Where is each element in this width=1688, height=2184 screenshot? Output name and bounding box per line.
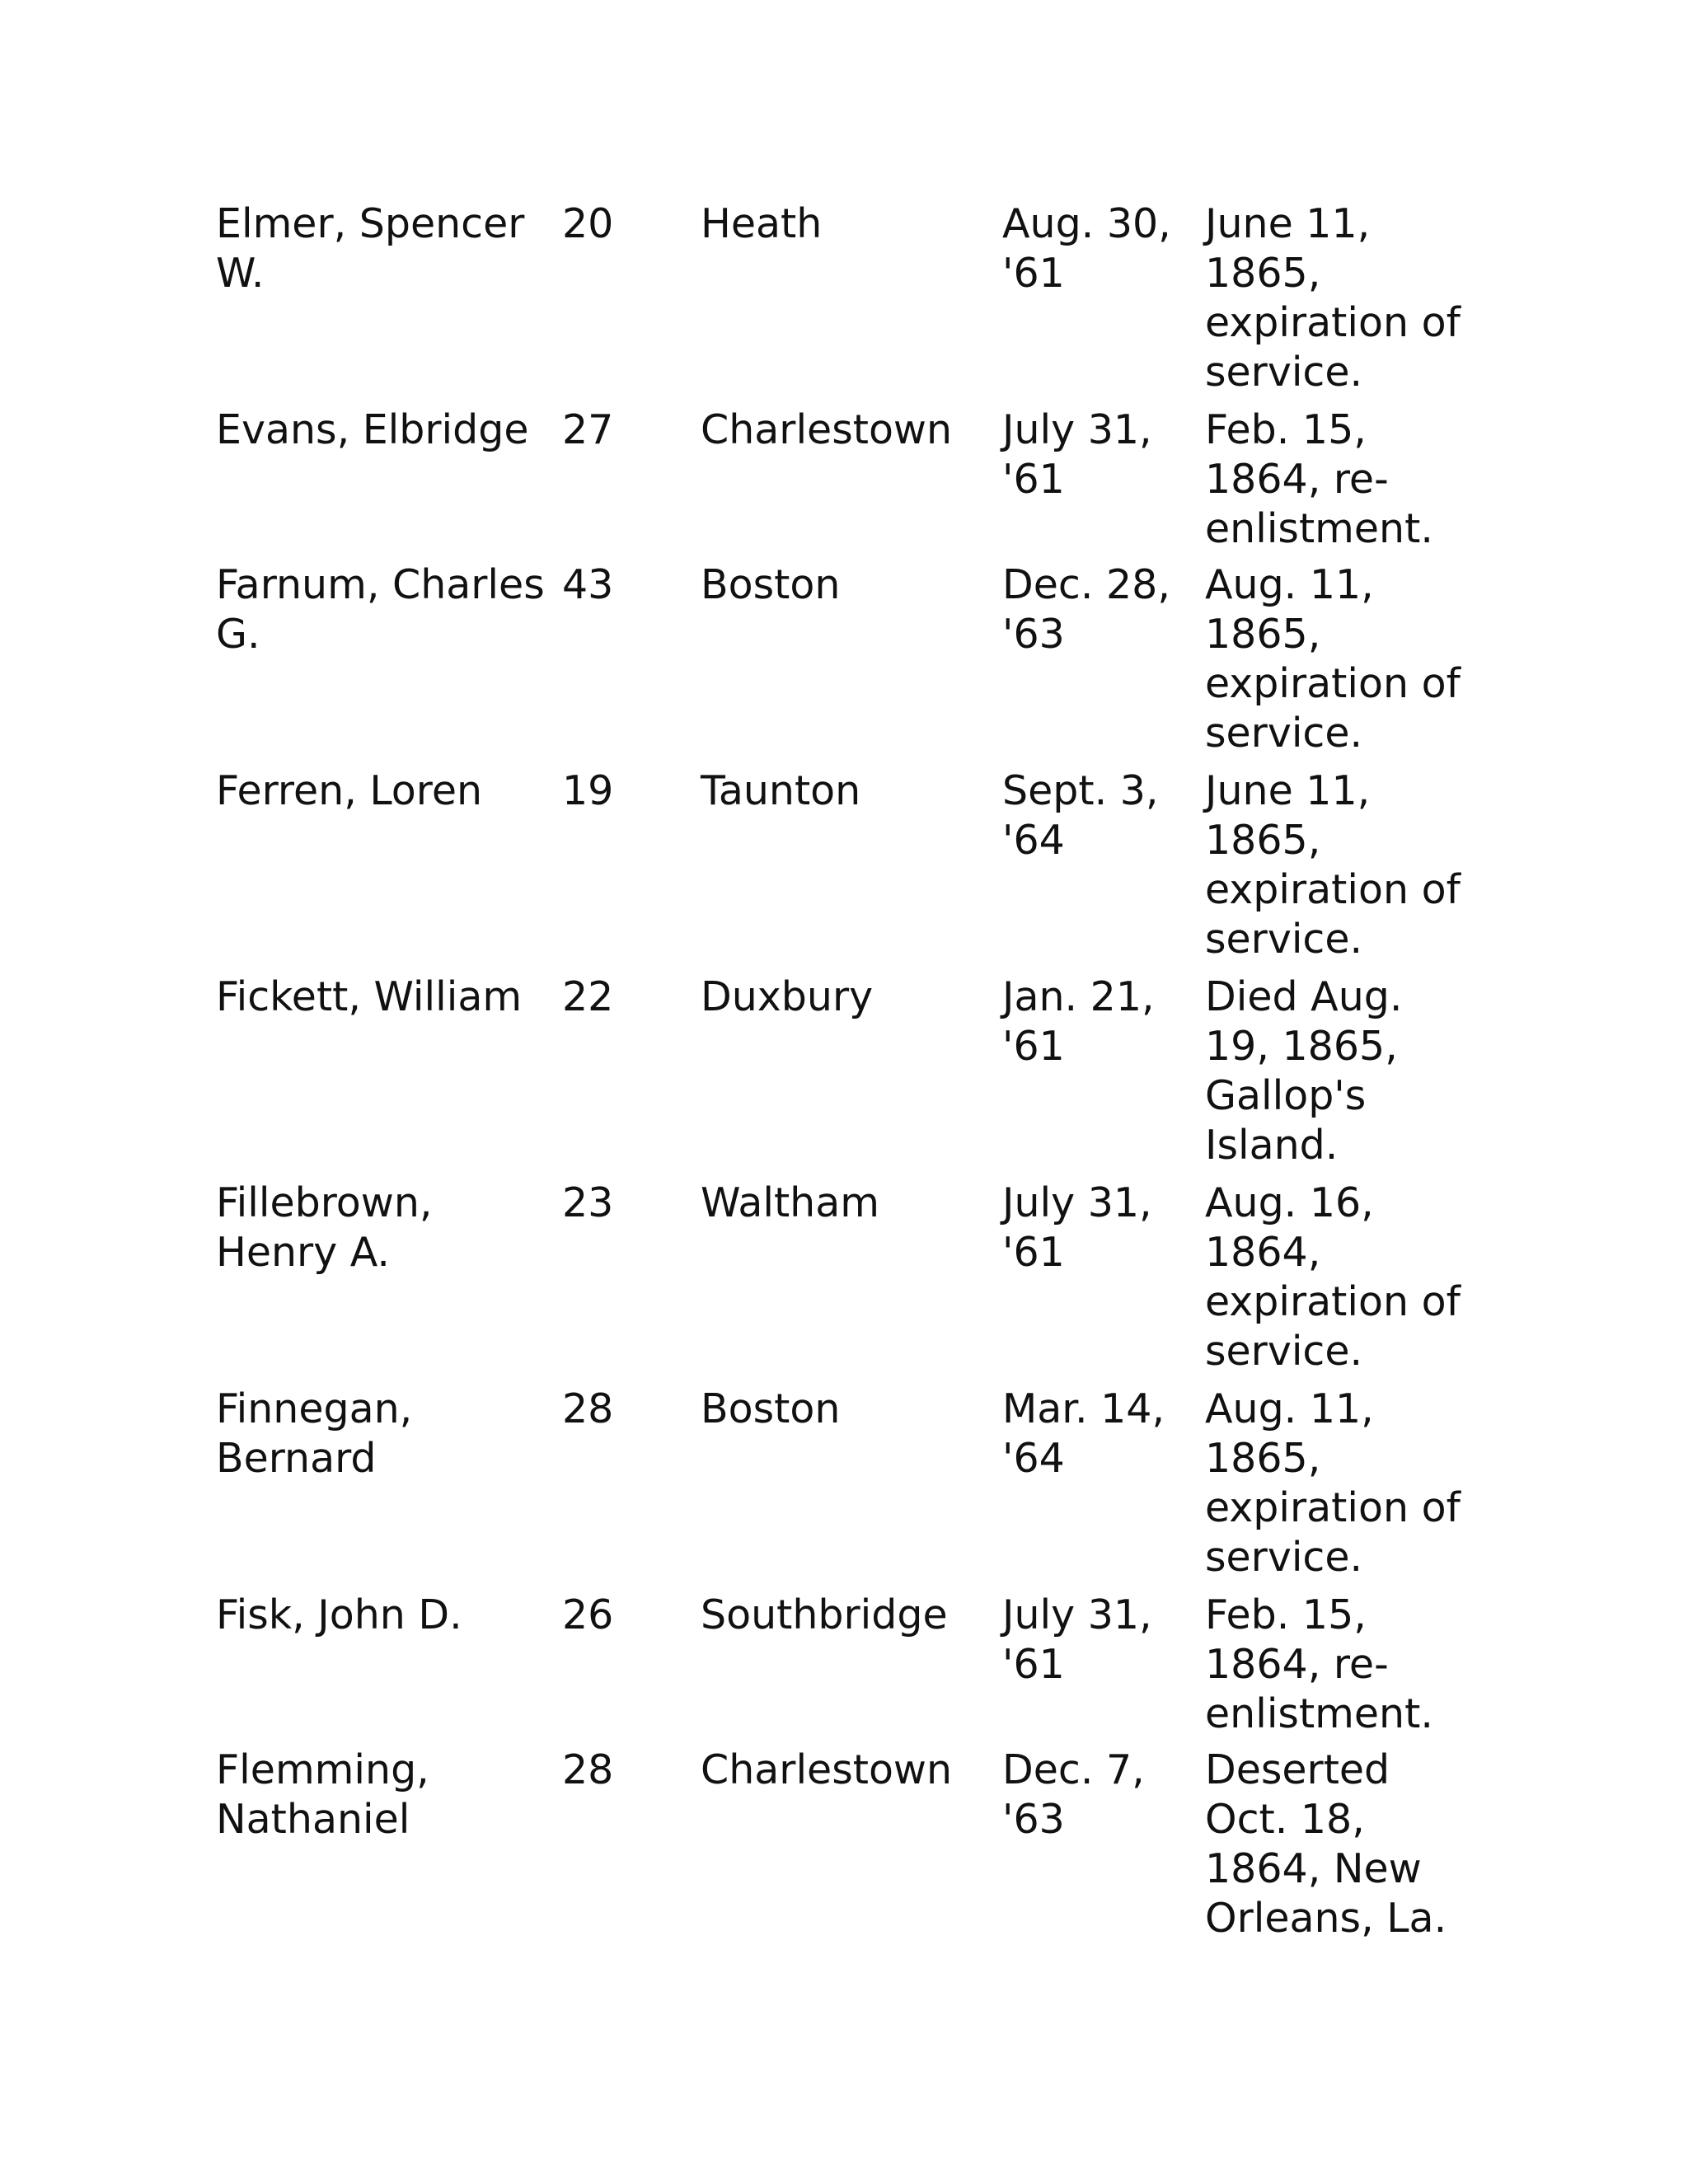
- roster-table: [216, 199, 1502, 1952]
- soldier-name: Ferren, Loren: [216, 767, 483, 814]
- muster-date: July 31, '61: [1002, 1179, 1152, 1276]
- table-row: [216, 972, 1502, 1179]
- termination-note: Feb. 15, 1864, re-enlistment.: [1205, 1591, 1433, 1737]
- muster-date: Mar. 14, '64: [1002, 1385, 1165, 1482]
- soldier-name: Evans, Elbridge: [216, 406, 529, 453]
- termination-note: Aug. 16, 1864, expiration of service.: [1205, 1179, 1461, 1375]
- muster-date: Jan. 21, '61: [1002, 973, 1155, 1070]
- soldier-name: Finnegan, Bernard: [216, 1385, 413, 1482]
- muster-date: July 31, '61: [1002, 1591, 1152, 1688]
- termination-note: Deserted Oct. 18, 1864, New Orleans, La.: [1205, 1746, 1447, 1942]
- soldier-age: 43: [562, 561, 614, 608]
- termination-note: June 11, 1865, expiration of service.: [1205, 200, 1461, 396]
- table-row: [216, 199, 1502, 405]
- soldier-age: 22: [562, 973, 614, 1020]
- soldier-name: Flemming, Nathaniel: [216, 1746, 429, 1843]
- soldier-age: 26: [562, 1591, 614, 1638]
- soldier-name: Farnum, Charles G.: [216, 561, 545, 658]
- table-row: [216, 1746, 1502, 1952]
- termination-note: Died Aug. 19, 1865, Gallop's Island.: [1205, 973, 1403, 1169]
- soldier-name: Fisk, John D.: [216, 1591, 462, 1638]
- termination-note: Feb. 15, 1864, re-enlistment.: [1205, 406, 1433, 552]
- muster-date: Dec. 28, '63: [1002, 561, 1170, 658]
- table-row: [216, 766, 1502, 972]
- soldier-age: 20: [562, 200, 614, 247]
- table-row: [216, 560, 1502, 766]
- soldier-residence: Boston: [701, 1385, 841, 1432]
- soldier-age: 19: [562, 767, 614, 814]
- soldier-name: Elmer, Spencer W.: [216, 200, 525, 297]
- soldier-residence: Heath: [701, 200, 823, 247]
- soldier-age: 23: [562, 1179, 614, 1226]
- soldier-residence: Taunton: [701, 767, 861, 814]
- soldier-residence: Southbridge: [701, 1591, 948, 1638]
- termination-note: Aug. 11, 1865, expiration of service.: [1205, 1385, 1461, 1581]
- soldier-age: 28: [562, 1385, 614, 1432]
- soldier-residence: Duxbury: [701, 973, 874, 1020]
- soldier-name: Fickett, William: [216, 973, 523, 1020]
- muster-date: Aug. 30, '61: [1002, 200, 1171, 297]
- table-row: [216, 1179, 1502, 1385]
- muster-date: July 31, '61: [1002, 406, 1152, 503]
- table-row: [216, 1591, 1502, 1746]
- soldier-residence: Charlestown: [701, 406, 953, 453]
- soldier-name: Fillebrown, Henry A.: [216, 1179, 433, 1276]
- soldier-residence: Waltham: [701, 1179, 879, 1226]
- table-row: [216, 405, 1502, 560]
- muster-date: Sept. 3, '64: [1002, 767, 1159, 864]
- termination-note: Aug. 11, 1865, expiration of service.: [1205, 561, 1461, 757]
- muster-date: Dec. 7, '63: [1002, 1746, 1145, 1843]
- termination-note: June 11, 1865, expiration of service.: [1205, 767, 1461, 963]
- soldier-age: 27: [562, 406, 614, 453]
- soldier-age: 28: [562, 1746, 614, 1793]
- soldier-residence: Charlestown: [701, 1746, 953, 1793]
- table-row: [216, 1385, 1502, 1591]
- soldier-residence: Boston: [701, 561, 841, 608]
